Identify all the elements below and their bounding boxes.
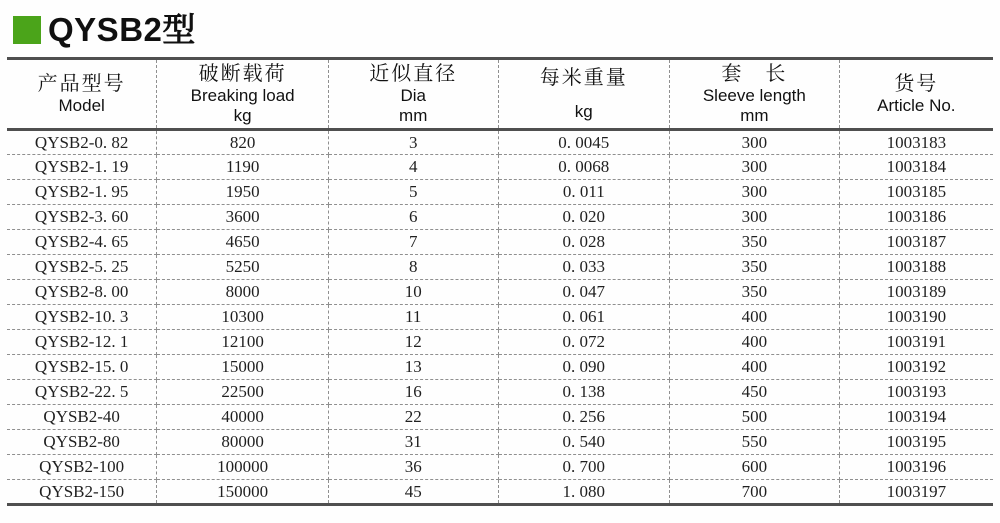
cell-article-no: 1003184 (839, 155, 993, 180)
col-header-dia-en: Dia (400, 86, 426, 105)
cell-dia: 10 (328, 280, 498, 305)
cell-weight-per-meter: 0. 090 (498, 355, 670, 380)
cell-weight-per-meter: 0. 0045 (498, 130, 670, 155)
cell-sleeve-length: 300 (670, 180, 840, 205)
table-row (7, 280, 993, 305)
cell-breaking-load: 80000 (157, 430, 329, 455)
cell-model: QYSB2-0. 82 (7, 130, 157, 155)
cell-breaking-load: 150000 (157, 480, 329, 505)
table-row (7, 180, 993, 205)
table-row (7, 230, 993, 255)
cell-breaking-load: 1190 (157, 155, 329, 180)
cell-breaking-load: 5250 (157, 255, 329, 280)
cell-breaking-load: 22500 (157, 380, 329, 405)
cell-sleeve-length: 550 (670, 430, 840, 455)
cell-sleeve-length: 350 (670, 280, 840, 305)
cell-model: QYSB2-1. 95 (7, 180, 157, 205)
cell-sleeve-length: 400 (670, 355, 840, 380)
cell-model: QYSB2-10. 3 (7, 305, 157, 330)
cell-dia: 6 (328, 205, 498, 230)
col-header-model-zh: 产品型号 (37, 73, 126, 95)
col-header-sleeve-length-unit: mm (740, 106, 769, 125)
cell-weight-per-meter: 0. 0068 (498, 155, 670, 180)
col-header-breaking-load-en: Breaking load (190, 86, 295, 105)
cell-dia: 3 (328, 130, 498, 155)
col-header-model (7, 59, 157, 130)
table-row (7, 205, 993, 230)
header-row (7, 59, 993, 130)
col-header-dia-unit: mm (399, 106, 428, 125)
cell-sleeve-length: 600 (670, 455, 840, 480)
cell-model: QYSB2-1. 19 (7, 155, 157, 180)
cell-article-no: 1003194 (839, 405, 993, 430)
cell-breaking-load: 3600 (157, 205, 329, 230)
cell-dia: 36 (328, 455, 498, 480)
cell-weight-per-meter: 0. 020 (498, 205, 670, 230)
cell-weight-per-meter: 0. 033 (498, 255, 670, 280)
col-header-weight-per-meter (498, 59, 670, 130)
cell-weight-per-meter: 0. 138 (498, 380, 670, 405)
cell-dia: 11 (328, 305, 498, 330)
green-bullet-icon (13, 16, 41, 44)
table-row (7, 305, 993, 330)
cell-sleeve-length: 500 (670, 405, 840, 430)
table-row (7, 405, 993, 430)
cell-weight-per-meter: 0. 011 (498, 180, 670, 205)
col-header-sleeve-length-zh: 套 长 (721, 63, 788, 85)
table-row (7, 380, 993, 405)
cell-article-no: 1003187 (839, 230, 993, 255)
cell-model: QYSB2-12. 1 (7, 330, 157, 355)
cell-article-no: 1003186 (839, 205, 993, 230)
page-title: QYSB2型 (48, 11, 196, 48)
table-row (7, 255, 993, 280)
cell-dia: 8 (328, 255, 498, 280)
cell-article-no: 1003193 (839, 380, 993, 405)
cell-dia: 5 (328, 180, 498, 205)
cell-weight-per-meter: 1. 080 (498, 480, 670, 505)
table-row (7, 455, 993, 480)
cell-breaking-load: 820 (157, 130, 329, 155)
col-header-article-no-zh: 货号 (894, 73, 939, 95)
section-title-row (13, 12, 993, 48)
cell-sleeve-length: 400 (670, 330, 840, 355)
cell-model: QYSB2-100 (7, 455, 157, 480)
cell-model: QYSB2-15. 0 (7, 355, 157, 380)
col-header-model-en: Model (58, 96, 105, 115)
cell-weight-per-meter: 0. 028 (498, 230, 670, 255)
cell-model: QYSB2-4. 65 (7, 230, 157, 255)
cell-sleeve-length: 350 (670, 230, 840, 255)
cell-breaking-load: 4650 (157, 230, 329, 255)
cell-breaking-load: 8000 (157, 280, 329, 305)
table-row (7, 330, 993, 355)
table-row (7, 155, 993, 180)
col-header-sleeve-length (670, 59, 840, 130)
cell-article-no: 1003191 (839, 330, 993, 355)
cell-article-no: 1003190 (839, 305, 993, 330)
col-header-weight-per-meter-unit: kg (574, 102, 593, 121)
cell-breaking-load: 1950 (157, 180, 329, 205)
cell-sleeve-length: 450 (670, 380, 840, 405)
cell-article-no: 1003185 (839, 180, 993, 205)
col-header-dia (328, 59, 498, 130)
cell-article-no: 1003183 (839, 130, 993, 155)
cell-article-no: 1003196 (839, 455, 993, 480)
col-header-breaking-load-zh: 破断载荷 (198, 63, 287, 85)
table-row (7, 430, 993, 455)
cell-breaking-load: 40000 (157, 405, 329, 430)
col-header-weight-per-meter-zh: 每米重量 (539, 67, 628, 89)
cell-model: QYSB2-3. 60 (7, 205, 157, 230)
cell-dia: 22 (328, 405, 498, 430)
cell-breaking-load: 10300 (157, 305, 329, 330)
cell-sleeve-length: 400 (670, 305, 840, 330)
table-row (7, 480, 993, 505)
cell-breaking-load: 12100 (157, 330, 329, 355)
table-body (7, 130, 993, 505)
cell-sleeve-length: 350 (670, 255, 840, 280)
cell-model: QYSB2-5. 25 (7, 255, 157, 280)
cell-model: QYSB2-22. 5 (7, 380, 157, 405)
table-row (7, 355, 993, 380)
cell-sleeve-length: 300 (670, 205, 840, 230)
col-header-article-no (839, 59, 993, 130)
cell-dia: 7 (328, 230, 498, 255)
cell-weight-per-meter: 0. 700 (498, 455, 670, 480)
cell-dia: 13 (328, 355, 498, 380)
cell-article-no: 1003192 (839, 355, 993, 380)
table-row (7, 130, 993, 155)
cell-article-no: 1003195 (839, 430, 993, 455)
cell-weight-per-meter: 0. 047 (498, 280, 670, 305)
cell-breaking-load: 100000 (157, 455, 329, 480)
cell-article-no: 1003188 (839, 255, 993, 280)
col-header-dia-zh: 近似直径 (369, 63, 458, 85)
header-spacer (499, 90, 670, 102)
cell-weight-per-meter: 0. 072 (498, 330, 670, 355)
cell-sleeve-length: 700 (670, 480, 840, 505)
cell-weight-per-meter: 0. 256 (498, 405, 670, 430)
cell-model: QYSB2-8. 00 (7, 280, 157, 305)
cell-model: QYSB2-80 (7, 430, 157, 455)
cell-weight-per-meter: 0. 540 (498, 430, 670, 455)
cell-dia: 4 (328, 155, 498, 180)
product-spec-table (7, 57, 993, 506)
col-header-breaking-load (157, 59, 329, 130)
cell-model: QYSB2-150 (7, 480, 157, 505)
cell-article-no: 1003189 (839, 280, 993, 305)
col-header-breaking-load-unit: kg (233, 106, 252, 125)
cell-article-no: 1003197 (839, 480, 993, 505)
cell-weight-per-meter: 0. 061 (498, 305, 670, 330)
col-header-sleeve-length-en: Sleeve length (702, 86, 806, 105)
cell-dia: 16 (328, 380, 498, 405)
table-header (7, 59, 993, 130)
cell-dia: 12 (328, 330, 498, 355)
cell-sleeve-length: 300 (670, 130, 840, 155)
cell-breaking-load: 15000 (157, 355, 329, 380)
cell-dia: 45 (328, 480, 498, 505)
cell-model: QYSB2-40 (7, 405, 157, 430)
cell-sleeve-length: 300 (670, 155, 840, 180)
col-header-article-no-en: Article No. (877, 96, 956, 115)
cell-dia: 31 (328, 430, 498, 455)
